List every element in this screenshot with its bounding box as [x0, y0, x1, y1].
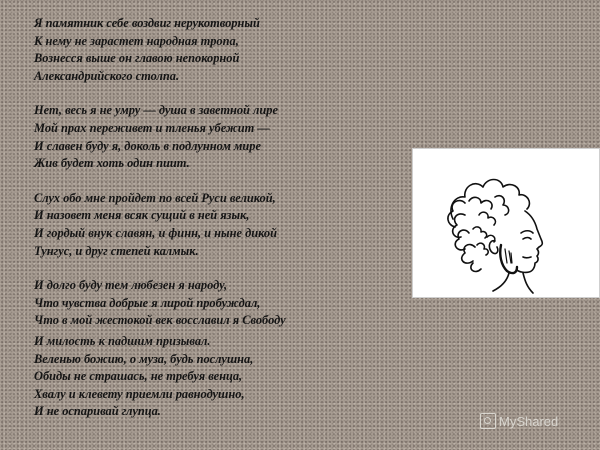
- poem-stanza-4: [34, 277, 394, 330]
- poem-stanza-2: [34, 102, 394, 172]
- myshared-logo-icon: [480, 413, 496, 429]
- watermark: [480, 412, 558, 430]
- poem-line: Хвалу и клевету приемли равнодушно,: [34, 386, 245, 401]
- poem-line: Жив будет хоть один пиит.: [34, 156, 190, 171]
- pushkin-profile-sketch-icon: [413, 149, 600, 298]
- poem-line: Что чувства добрые я лирой пробуждал,: [34, 295, 261, 310]
- portrait-image: [412, 148, 600, 298]
- poem-line: Вознесся выше он главою непокорной: [34, 51, 240, 66]
- poem-line: Тунгус, и друг степей калмык.: [34, 243, 199, 258]
- watermark-text: MyShared: [499, 413, 559, 429]
- poem-line: И славен буду я, доколь в подлунном мире: [34, 138, 261, 153]
- poem-line: Александрийского столпа.: [34, 68, 180, 83]
- poem-line: И милость к падшим призывал.: [34, 333, 211, 348]
- poem-line: И назовет меня всяк сущий в ней язык,: [34, 208, 250, 223]
- poem-line: Мой прах переживет и тленья убежит —: [34, 120, 270, 135]
- poem-stanza-1: [34, 15, 394, 85]
- poem-line: Я памятник себе воздвиг нерукотворный: [34, 16, 260, 30]
- poem-text: [34, 15, 394, 421]
- poem-line: К нему не зарастет народная тропа,: [34, 33, 239, 48]
- poem-line: Веленью божию, о муза, будь послушна,: [34, 351, 254, 366]
- poem-line: И долго буду тем любезен я народу,: [34, 278, 228, 293]
- poem-line: Что в мой жестокой век восславил я Свободу: [34, 313, 286, 328]
- poem-line: Обиды не страшась, не требуя венца,: [34, 369, 243, 384]
- poem-stanza-3: [34, 190, 394, 260]
- poem-line: Нет, весь я не умру — душа в заветной лире: [34, 103, 278, 118]
- poem-line: Слух обо мне пройдет по всей Руси великой,: [34, 190, 276, 205]
- poem-line: И не оспаривай глупца.: [34, 404, 161, 419]
- poem-stanza-5: [34, 333, 394, 421]
- poem-line: И гордый внук славян, и финн, и ныне дикой: [34, 225, 278, 240]
